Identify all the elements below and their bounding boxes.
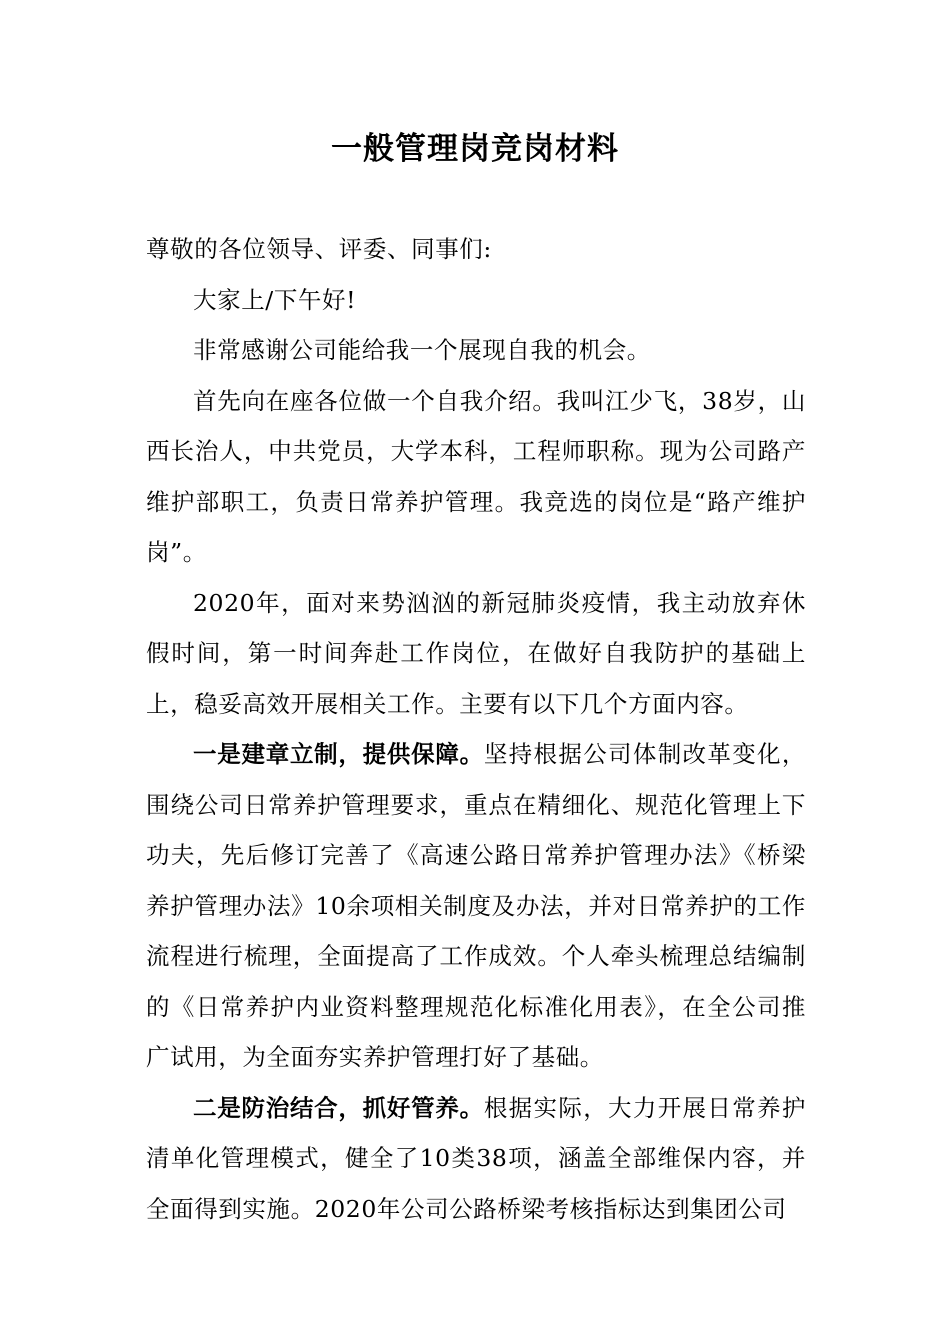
document-title: 一般管理岗竞岗材料 [331, 131, 619, 167]
intro-paragraph: 首先向在座各位做一个自我介绍。我叫江少飞，38岁，山西长治人，中共党员，大学本科，工程师职称。现为公司路产维护部职工，负责日常养护管理。我竞选的岗位是“路产维护岗”。 [146, 386, 806, 566]
thanks-paragraph: 非常感谢公司能给我一个展现自我的机会。 [193, 336, 651, 364]
document-body [146, 224, 806, 1234]
point-one-text: 坚持根据公司体制改革变化，围绕公司日常养护管理要求，重点在精细化、规范化管理上下功夫，先后修订完善了《高速公路日常养护管理办法》《桥梁养护管理办法》10余项相关制度及办法，并对日常养护的工作流程进行梳理，全面提高了工作成效。个人牵头梳理总结编制的《日常养护内业资料整理规范化标准化用表》，在全公司推广试用，为全面夯实养护管理打好了基础。 [146, 740, 806, 1071]
background-paragraph: 2020年，面对来势汹汹的新冠肺炎疫情，我主动放弃休假时间，第一时间奔赴工作岗位，在做好自我防护的基础上上，稳妥高效开展相关工作。主要有以下几个方面内容。 [146, 588, 806, 718]
point-two-text: 根据实际，大力开展日常养护清单化管理模式，健全了10类38项，涵盖全部维保内容，并全面得到实施。2020年公司公路桥梁考核指标达到集团公司 [146, 1093, 806, 1223]
point-one-heading: 一是建章立制，提供保障。 [193, 740, 484, 768]
point-two-heading: 二是防治结合，抓好管养。 [193, 1093, 484, 1122]
salutation-paragraph: 尊敬的各位领导、评委、同事们: [146, 235, 492, 263]
point-one-paragraph [146, 729, 806, 1083]
point-two-paragraph [146, 1083, 806, 1235]
greeting-paragraph: 大家上/下午好! [193, 285, 357, 314]
